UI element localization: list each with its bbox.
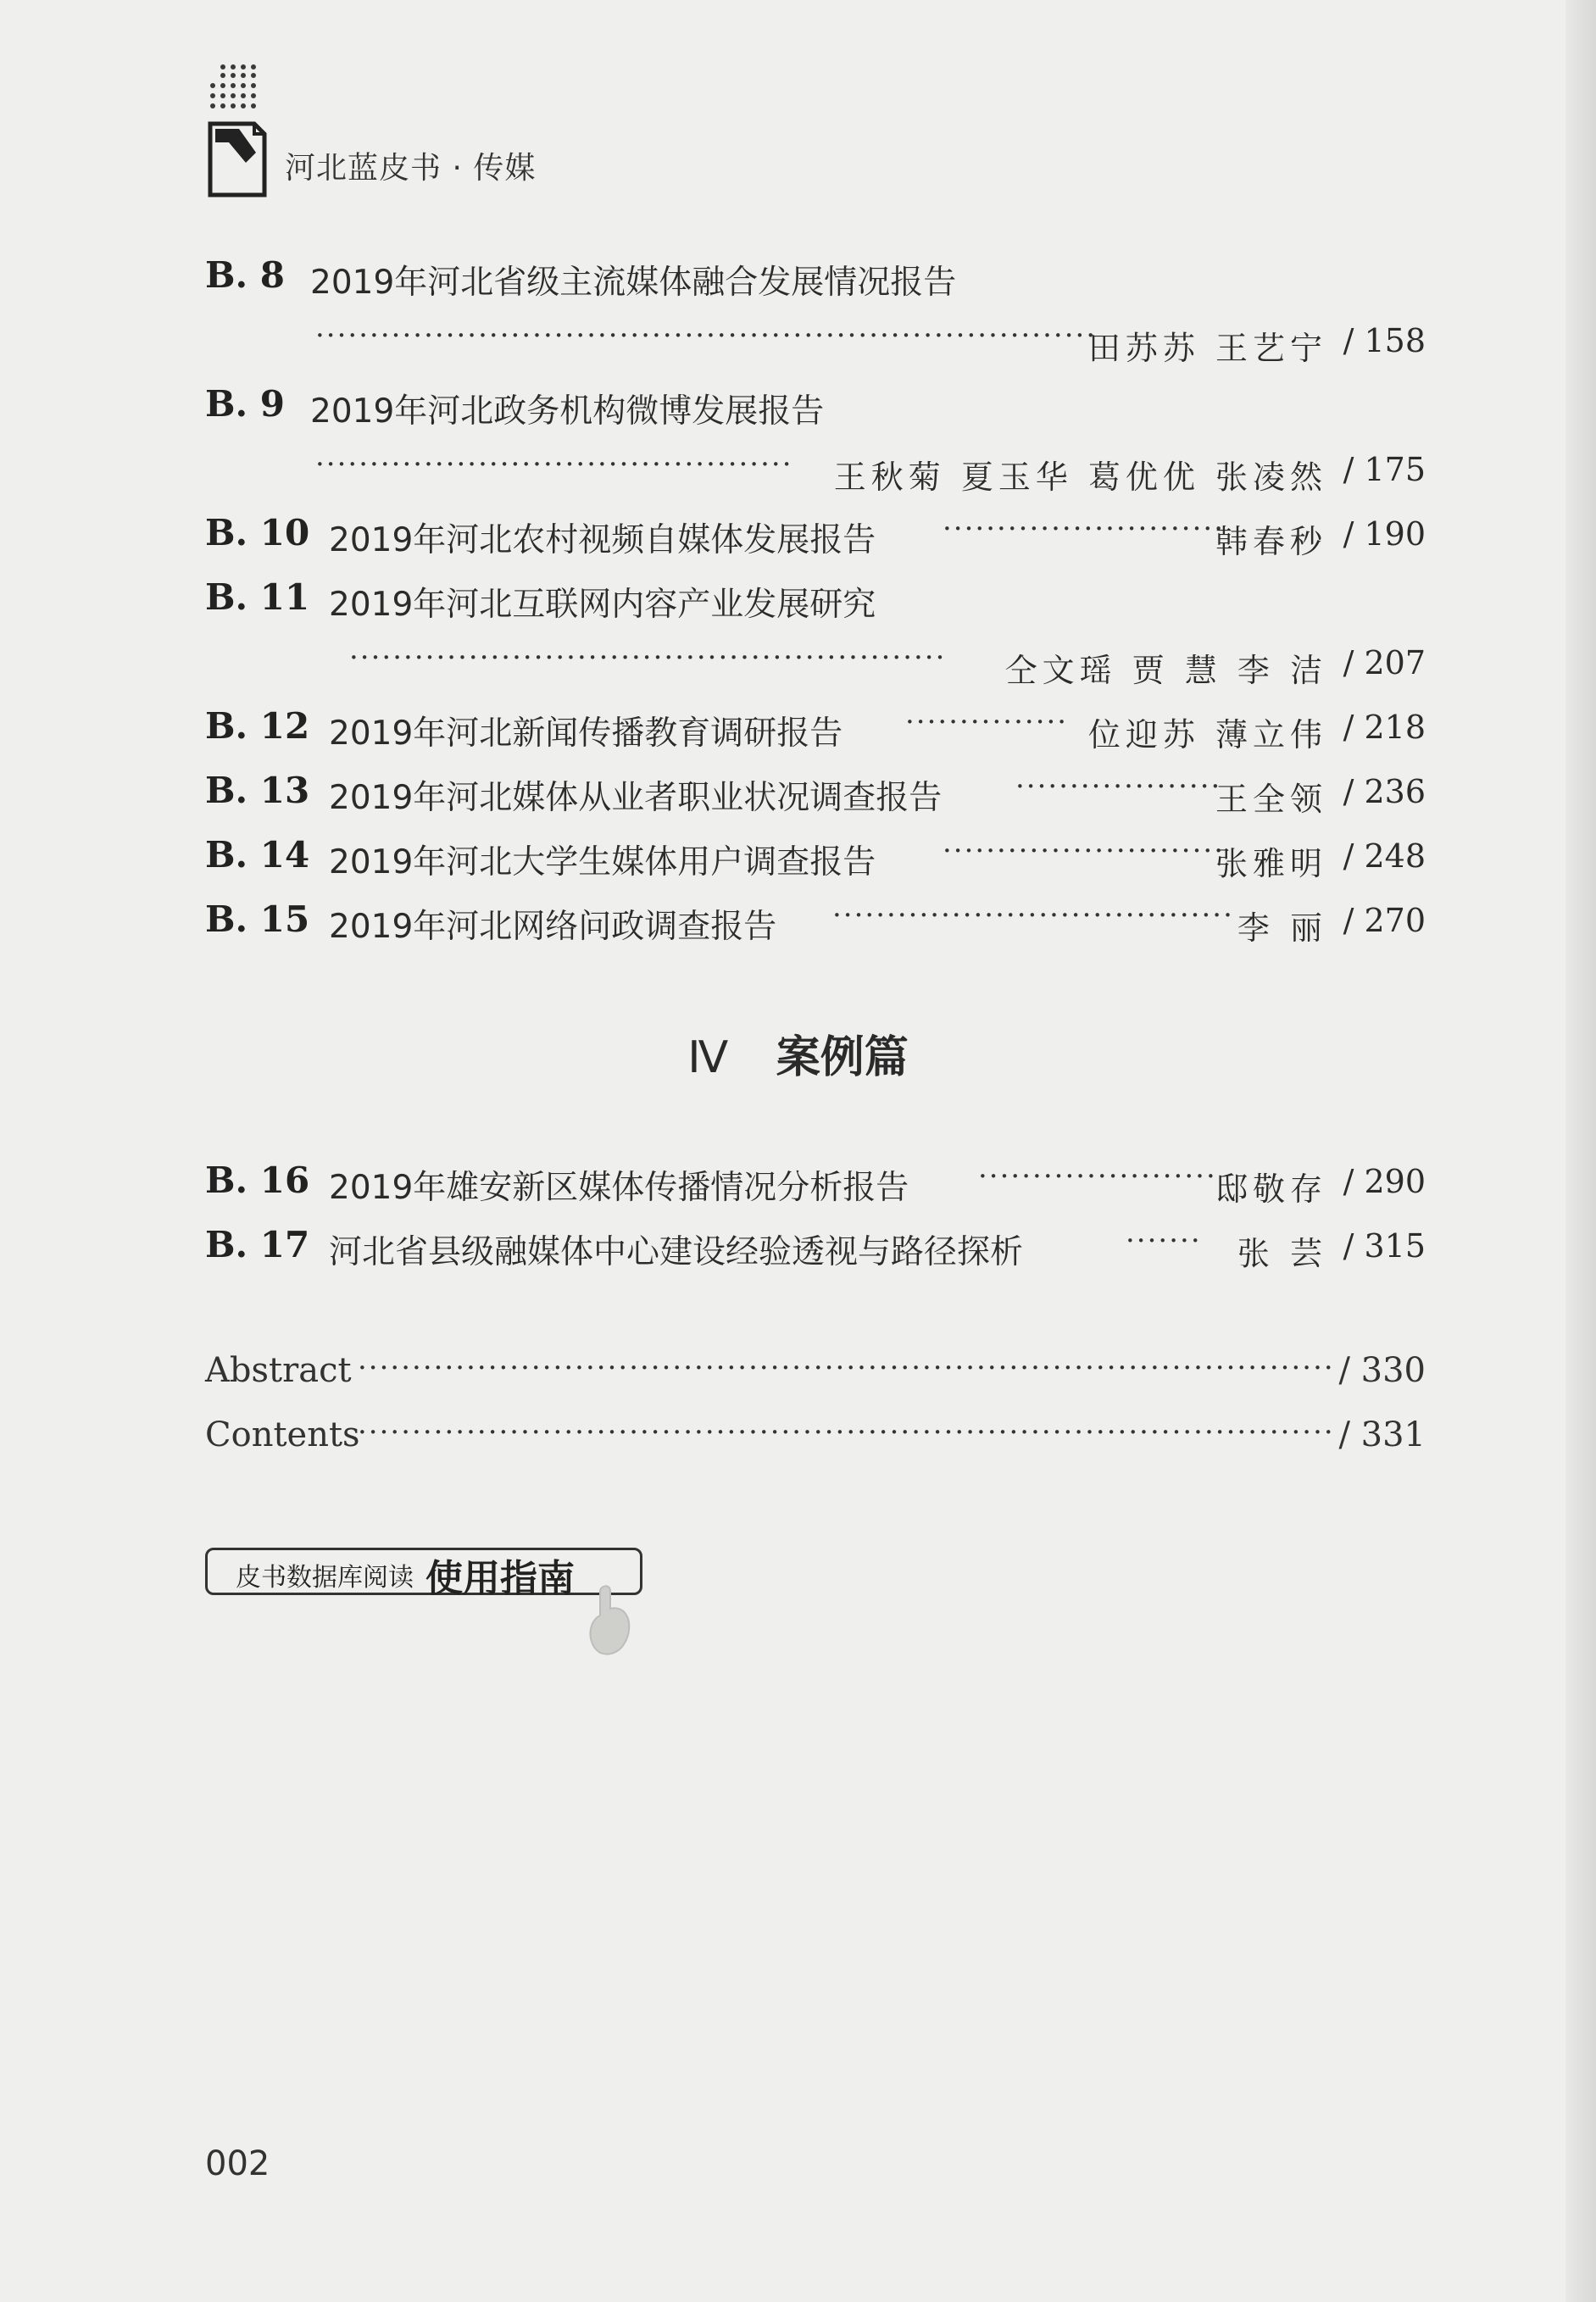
entry-title: 2019年河北新闻传播教育调研报告 (329, 715, 843, 753)
entry-author: 张雅明 (1215, 845, 1327, 882)
toc-entry-b11-author-line (205, 641, 1426, 692)
guide-small-text: 皮书数据库阅读 (236, 1563, 414, 1593)
entry-code: B. 8 (205, 254, 285, 296)
entry-author: 仝文瑶 贾 慧 李 洁 (1004, 652, 1327, 689)
page-number: 002 (205, 2144, 270, 2183)
entry-title: 2019年河北省级主流媒体融合发展情况报告 (310, 264, 957, 302)
leader-dots: ·························································································· (358, 1415, 1335, 1449)
database-guide-badge[interactable] (205, 1548, 646, 1600)
entry-page: / 290 (1343, 1163, 1426, 1200)
entry-page: / 331 (1338, 1415, 1426, 1454)
entry-code: B. 11 (205, 576, 310, 618)
toc-entry-b11[interactable] (205, 576, 1426, 627)
series-title: 河北蓝皮书 · 传媒 (285, 151, 537, 186)
leader-dots: ····································· (832, 898, 1234, 932)
entry-code: B. 16 (205, 1159, 310, 1201)
entry-title: 2019年河北大学生媒体用户调查报告 (329, 843, 876, 881)
entry-author: 李 丽 (1237, 909, 1327, 947)
entry-page: / 207 (1343, 644, 1426, 681)
toc-entry-b8-author-line (205, 319, 1426, 370)
section-heading (0, 1021, 1596, 1085)
entry-page: / 190 (1343, 515, 1426, 553)
entry-author: 韩春秒 (1215, 523, 1327, 560)
section-name: 案例篇 (776, 1032, 909, 1083)
entry-page: / 236 (1343, 773, 1426, 810)
dot-grid-icon (210, 64, 261, 114)
toc-entry-b16[interactable] (205, 1159, 1426, 1210)
entry-author: 王全领 (1215, 781, 1327, 818)
leader-dots: ······· (1126, 1224, 1202, 1258)
leader-dots: ············································ (315, 448, 793, 481)
entry-author: 位迎苏 薄立伟 (1087, 716, 1327, 753)
entry-page: / 248 (1343, 837, 1426, 875)
toc-entry-b8[interactable] (205, 254, 1426, 305)
entry-author: 王秋菊 夏玉华 葛优优 张凌然 (833, 459, 1327, 496)
entry-page: / 270 (1343, 902, 1426, 939)
entry-code: B. 12 (205, 705, 310, 747)
entry-title: 2019年河北媒体从业者职业状况调查报告 (329, 779, 943, 817)
leader-dots: ········································································ (315, 319, 1098, 353)
toc-entry-b9-author-line (205, 448, 1426, 498)
toc-entry-b15[interactable] (205, 898, 1426, 949)
entry-code: B. 9 (205, 383, 285, 425)
entry-code: B. 15 (205, 898, 310, 940)
entry-code: B. 13 (205, 770, 310, 811)
toc-entry-contents[interactable] (205, 1415, 1426, 1466)
entry-code: B. 10 (205, 512, 310, 553)
toc-entry-b12[interactable] (205, 705, 1426, 756)
entry-label: Abstract (205, 1351, 352, 1390)
entry-title: 2019年河北互联网内容产业发展研究 (329, 586, 876, 624)
entry-page: / 315 (1343, 1227, 1426, 1265)
entry-title: 河北省县级融媒体中心建设经验透视与路径探析 (329, 1233, 1024, 1271)
entry-page: / 175 (1343, 451, 1426, 488)
guide-big-text: 使用指南 (425, 1557, 575, 1600)
book-icon (205, 119, 270, 200)
entry-label: Contents (205, 1415, 360, 1454)
entry-title: 2019年河北农村视频自媒体发展报告 (329, 521, 876, 559)
leader-dots: ······················································· (349, 641, 947, 675)
leader-dots: ··················· (1015, 770, 1222, 803)
page-edge (1565, 0, 1596, 2302)
toc-entry-b17[interactable] (205, 1224, 1426, 1275)
leader-dots: ··············· (905, 705, 1069, 739)
leader-dots: ·························· (943, 834, 1225, 868)
section-number: Ⅳ (687, 1032, 729, 1083)
leader-dots: ·························································································· (358, 1351, 1335, 1385)
toc-entry-b14[interactable] (205, 834, 1426, 885)
pointing-hand-icon (585, 1583, 636, 1660)
leader-dots: ·························· (943, 512, 1225, 546)
entry-page: / 330 (1338, 1351, 1426, 1390)
entry-author: 张 芸 (1237, 1235, 1327, 1272)
entry-code: B. 17 (205, 1224, 310, 1265)
entry-author: 田苏苏 王艺宁 (1087, 330, 1327, 367)
toc-entry-abstract[interactable] (205, 1351, 1426, 1402)
series-logo (205, 64, 270, 200)
toc-entry-b13[interactable] (205, 770, 1426, 820)
entry-title: 2019年河北网络问政调查报告 (329, 908, 777, 946)
entry-code: B. 14 (205, 834, 310, 876)
toc-entry-b9[interactable] (205, 383, 1426, 434)
entry-page: / 158 (1343, 322, 1426, 359)
entry-author: 邸敬存 (1215, 1170, 1327, 1208)
entry-title: 2019年雄安新区媒体传播情况分析报告 (329, 1169, 909, 1207)
leader-dots: ······················ (978, 1159, 1217, 1193)
entry-page: / 218 (1343, 709, 1426, 746)
entry-title: 2019年河北政务机构微博发展报告 (310, 392, 825, 431)
toc-entry-b10[interactable] (205, 512, 1426, 563)
